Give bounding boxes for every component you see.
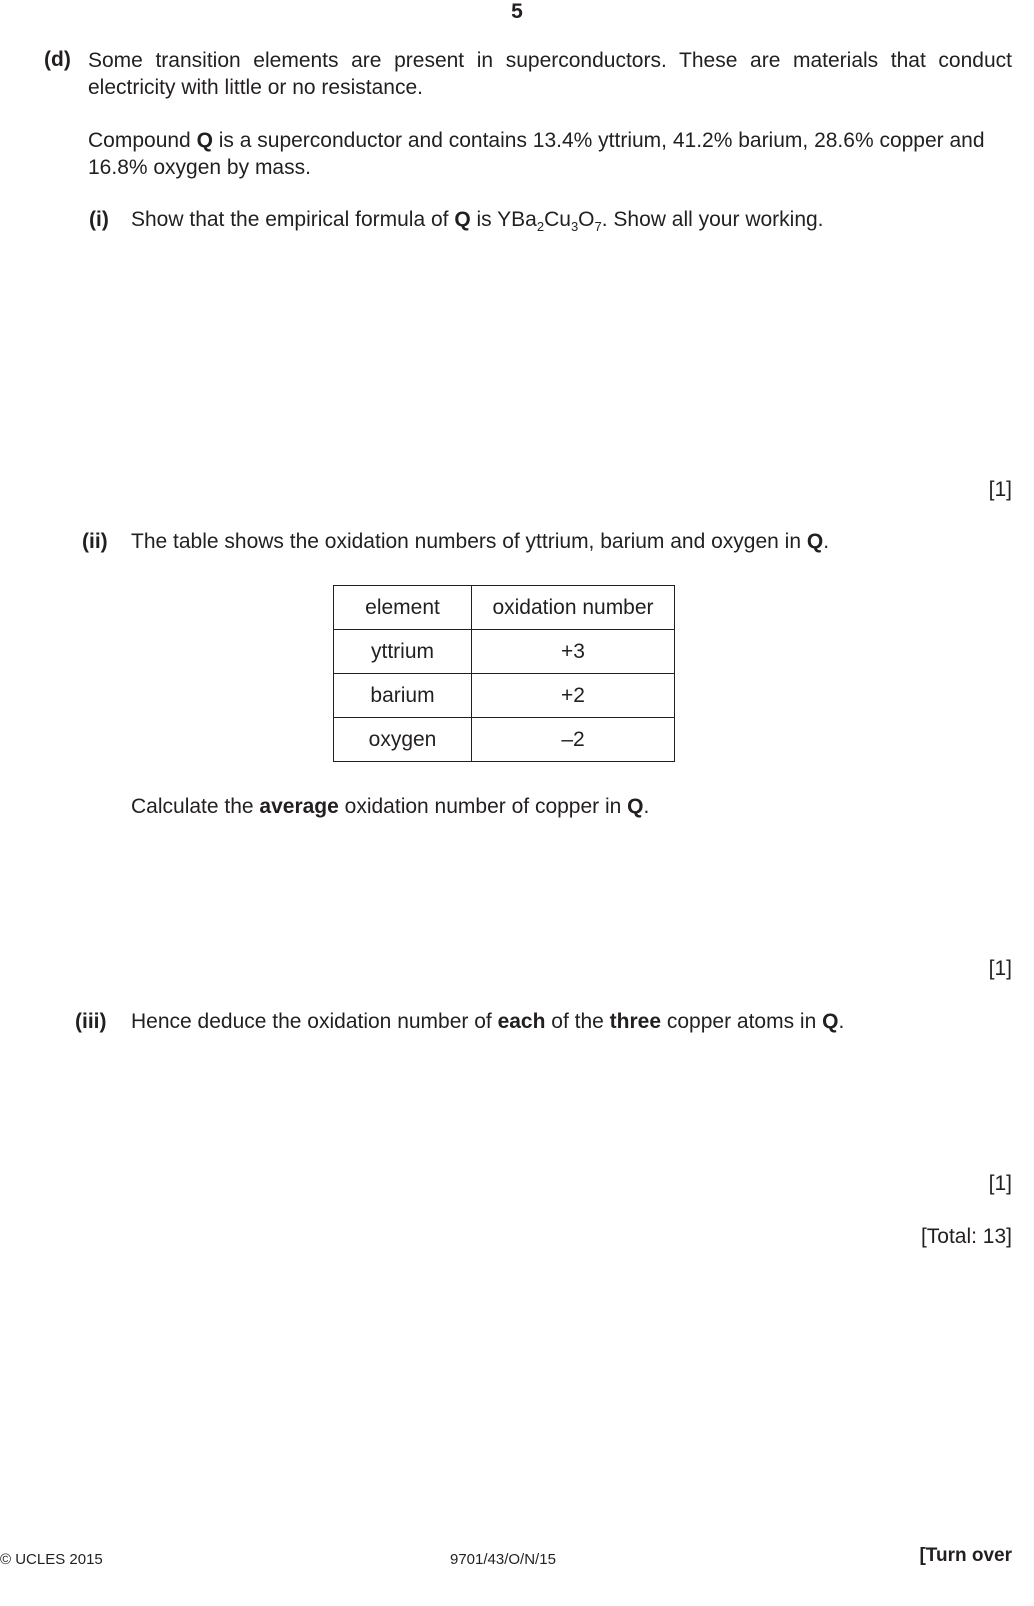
footer-copyright: © UCLES 2015 [0,1551,103,1568]
footer-turn-over: [Turn over [919,1545,1012,1566]
total-marks: [Total: 13] [920,1225,1012,1248]
part-i-text-is: is [470,208,498,231]
formula-yba: YBa [497,208,537,231]
oxidation-number-table [333,585,675,762]
part-ii-calculation-prompt [131,795,649,819]
formula-sub-cu: 3 [570,219,579,234]
part-d-label: (d) [44,48,71,71]
part-iii-text-mid2: copper atoms in [661,1010,823,1033]
calc-post: . [643,795,650,818]
part-ii-mark: [1] [988,957,1012,980]
part-iii-mark: [1] [988,1172,1012,1195]
part-d-composition-pre: Compound [88,129,197,152]
compound-q: Q [806,530,824,553]
table-cell-oxidation-number: –2 [472,718,675,762]
table-header-element: element [334,586,472,630]
bold-each: each [497,1010,546,1033]
page-number: 5 [511,0,523,23]
bold-three: three [609,1010,662,1033]
table-cell-element: oxygen [334,718,472,762]
part-ii-label: (ii) [82,530,108,553]
formula-sub-o: 7 [594,219,602,234]
part-iii-text-pre: Hence deduce the oxidation number of [131,1010,498,1033]
empirical-formula [497,208,602,234]
formula-cu: Cu [544,208,571,231]
part-ii-text-post: . [823,530,830,553]
footer-paper-code: 9701/43/O/N/15 [450,1551,556,1568]
table-cell-oxidation-number: +2 [472,674,675,718]
table-header-row [334,586,675,630]
part-iii-question [131,1010,844,1034]
part-ii-question [131,530,829,554]
part-i-question [131,208,824,232]
table-row [334,674,675,718]
table-header-oxidation-number: oxidation number [472,586,675,630]
compound-q: Q [454,208,471,231]
part-iii-text-mid: of the [545,1010,610,1033]
part-d-intro: Some transition elements are present in superconductors. These are materials that conduct electricity with little or no resistance. [88,49,1012,99]
compound-q: Q [627,795,644,818]
part-i-text-pre: Show that the empirical formula of [131,208,455,231]
part-i-mark: [1] [988,478,1012,501]
table-row [334,630,675,674]
part-iii-text-post: . [838,1010,845,1033]
part-d-composition [88,127,1012,181]
calc-bold-average: average [259,795,339,818]
table-cell-oxidation-number: +3 [472,630,675,674]
table-cell-element: barium [334,674,472,718]
formula-sub-ba: 2 [536,219,545,234]
part-ii-text-pre: The table shows the oxidation numbers of yttrium, barium and oxygen in [131,530,807,553]
table-cell-element: yttrium [334,630,472,674]
part-i-label: (i) [89,208,109,231]
compound-q: Q [822,1010,839,1033]
part-i-text-post: . Show all your working. [601,208,824,231]
formula-o: O [578,208,595,231]
table-row [334,718,675,762]
compound-q: Q [196,129,213,152]
part-d-composition-post: is a superconductor and contains 13.4% yttrium, 41.2% barium, 28.6% copper and 16.8% oxygen by mass. [88,129,985,179]
calc-mid: oxidation number of copper in [338,795,628,818]
calc-pre: Calculate the [131,795,260,818]
part-iii-label: (iii) [75,1010,107,1033]
